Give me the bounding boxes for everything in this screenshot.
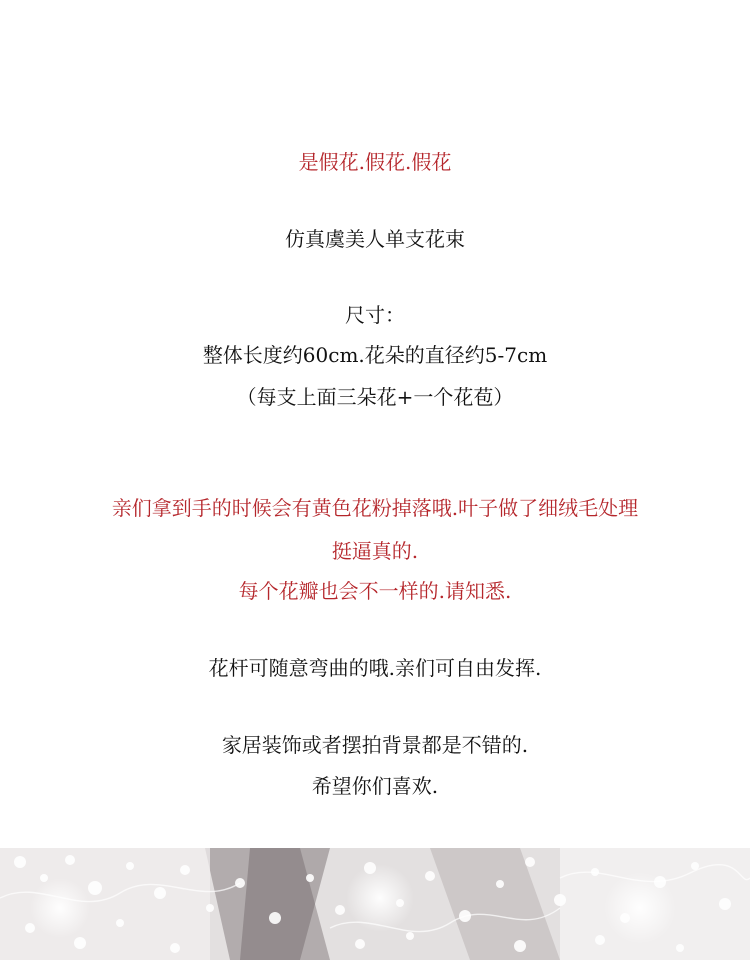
size-label: 尺寸： <box>345 303 405 327</box>
closing-note: 希望你们喜欢. <box>311 774 439 798</box>
pollen-notice: 亲们拿到手的时候会有黄色花粉掉落哦.叶子做了细绒毛处理 <box>111 496 639 520</box>
lace-pattern-image <box>0 848 750 960</box>
size-detail: 整体长度约60cm.花朵的直径约5-7cm <box>202 343 548 367</box>
petal-notice: 每个花瓣也会不一样的.请知悉. <box>238 579 512 603</box>
stem-note: 花杆可随意弯曲的哦.亲们可自由发挥. <box>208 656 542 680</box>
size-note: （每支上面三朵花+一个花苞） <box>236 385 514 409</box>
usage-note: 家居装饰或者摆拍背景都是不错的. <box>221 733 529 757</box>
lace-flower-photo <box>0 848 750 960</box>
headline-fake-flower: 是假花.假花.假花 <box>298 150 452 174</box>
product-name: 仿真虞美人单支花束 <box>285 227 465 251</box>
realistic-notice: 挺逼真的. <box>331 539 419 563</box>
